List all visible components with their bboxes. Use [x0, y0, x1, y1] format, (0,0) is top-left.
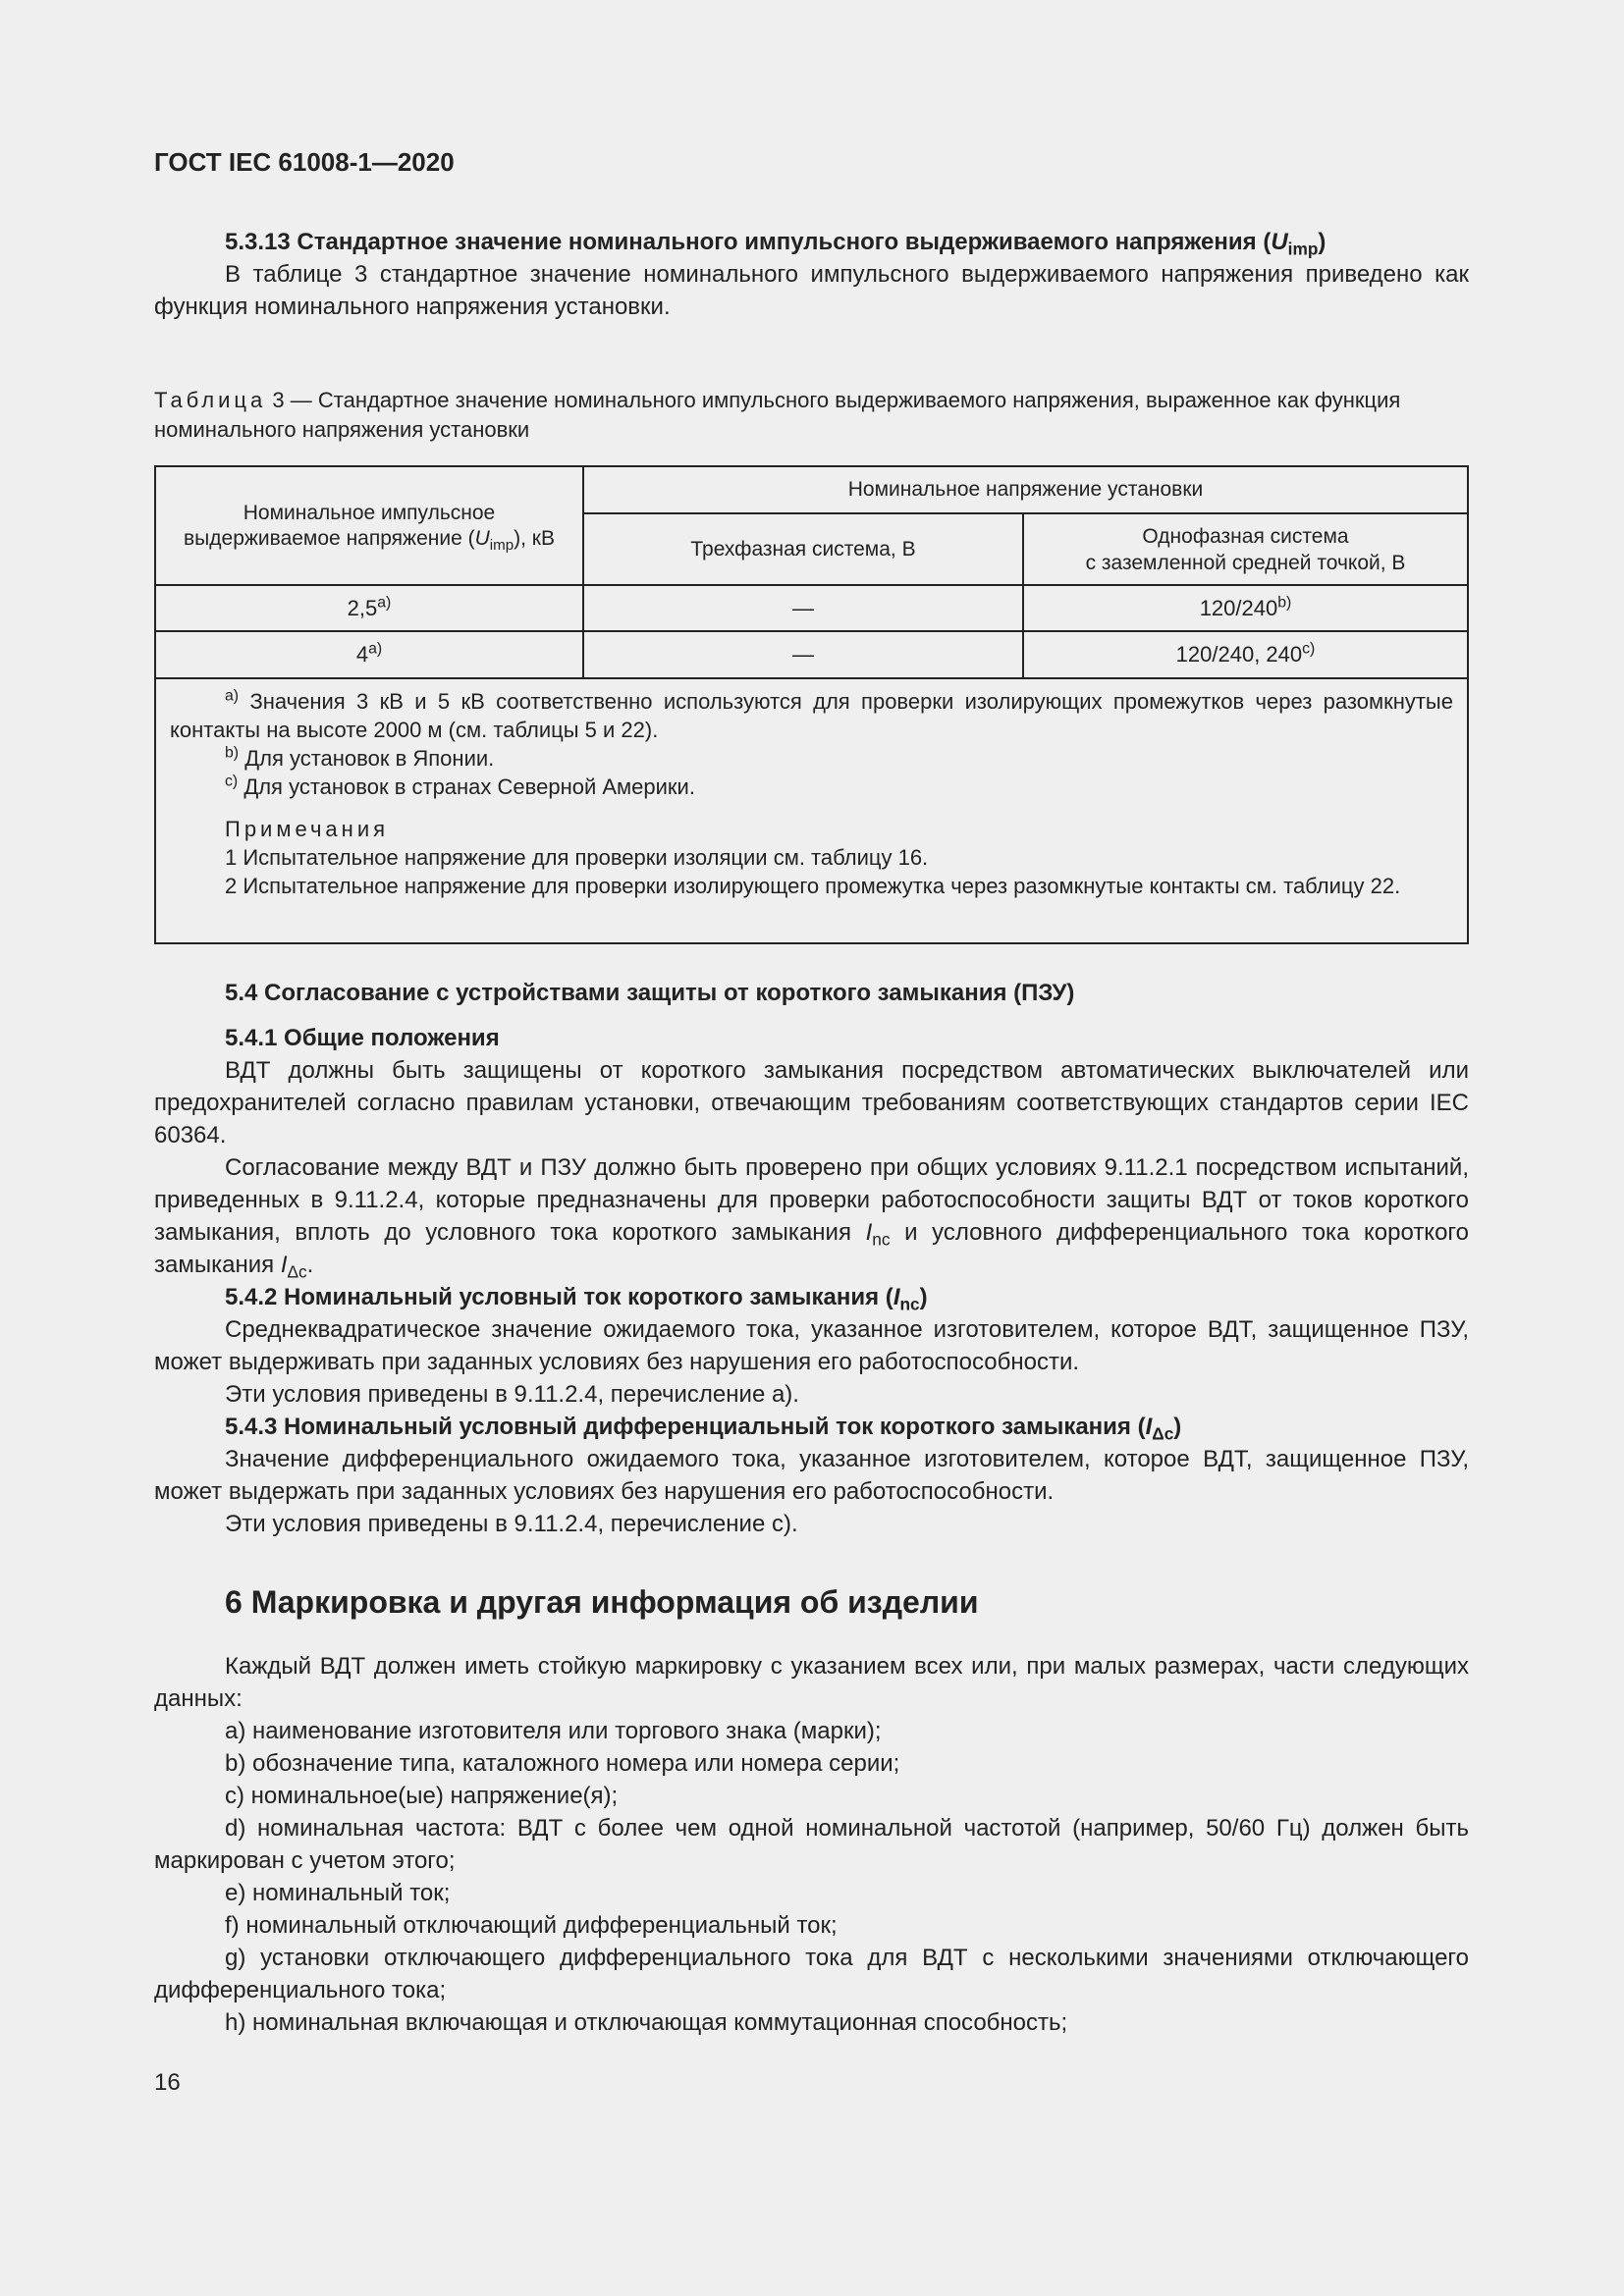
section-5-4-1-p1: ВДТ должны быть защищены от короткого замыкания посредством автоматических выключателей или предохранителей согласно правилам установки, отвечающим требованиям соответствующих стандартов серии IEC 60364.: [154, 1057, 1469, 1148]
section-6-body: [154, 1650, 1469, 2039]
cell-three-phase: —: [583, 585, 1023, 631]
section-6-title: 6 Маркировка и другая информация об изделии: [225, 1584, 979, 1620]
list-item: f) номинальный отключающий дифференциальный ток;: [225, 1912, 838, 1939]
header-col3: Однофазная система с заземленной средней точкой, В: [1023, 513, 1468, 585]
footnote-b: $^{b)}$ Для установок в Японии.: [225, 744, 495, 771]
cell-single-phase: 120/240$^{b)}$: [1023, 585, 1468, 631]
header-col2: Трехфазная система, В: [583, 513, 1023, 585]
section-5-3-13-title: 5.3.13 Стандартное значение номинального импульсного выдерживаемого напряжения $(U_{imp})$: [225, 229, 1326, 259]
document-header: ГОСТ IEC 61008-1—2020: [154, 147, 455, 177]
section-5-3-13: [154, 226, 1469, 323]
table-3-caption: Таблица 3 — Стандартное значение номинального импульсного выдерживаемого напряжения, выраженное как функция номинального напряжения установки: [154, 388, 1401, 442]
footnote-c: $^{c)}$ Для установок в странах Северной Америки.: [225, 773, 695, 799]
table-3: [154, 465, 1469, 944]
list-item: g) установки отключающего дифференциального тока для ВДТ с несколькими значениями отключающего дифференциального тока;: [154, 1945, 1469, 2003]
list-item: d) номинальная частота: ВДТ с более чем одной номинальной частотой (например, 50/60 Гц) должен быть маркирован с учетом этого;: [154, 1815, 1469, 1874]
section-5-4: [154, 977, 1469, 1540]
cell-single-phase: 120/240, 240$^{c)}$: [1023, 631, 1468, 678]
section-5-4-2-p1: Среднеквадратическое значение ожидаемого тока, указанное изготовителем, которое ВДТ, защищенное ПЗУ, может выдерживать при заданных условиях без нарушения его работоспособности.: [154, 1316, 1469, 1375]
section-5-4-title: 5.4 Согласование с устройствами защиты от короткого замыкания (ПЗУ): [225, 980, 1075, 1006]
header-col1: Номинальное импульсное выдерживаемое напряжение $(U_{imp})$, кВ: [155, 466, 583, 585]
cell-voltage: 4$^{a)}$: [155, 631, 583, 678]
list-item: а) наименование изготовителя или торгового знака (марки);: [225, 1718, 882, 1744]
section-5-4-3-p2: Эти условия приведены в 9.11.2.4, перечисление с).: [225, 1511, 798, 1537]
table-row: [155, 585, 1468, 631]
list-item: h) номинальная включающая и отключающая коммутационная способность;: [225, 2009, 1068, 2036]
list-item: b) обозначение типа, каталожного номера или номера серии;: [225, 1750, 900, 1777]
note-2: 2 Испытательное напряжение для проверки изолирующего промежутка через разомкнутые контакты см. таблицу 22.: [225, 874, 1401, 898]
section-5-3-13-body: В таблице 3 стандартное значение номинального импульсного выдерживаемого напряжения приведено как функция номинального напряжения установки.: [154, 261, 1469, 320]
list-item: с) номинальное(ые) напряжение(я);: [225, 1783, 619, 1809]
section-5-4-2-title: 5.4.2 Номинальный условный ток короткого замыкания $(I_{nc})$: [225, 1284, 928, 1314]
table-row: [155, 631, 1468, 678]
section-5-4-1-p2: Согласование между ВДТ и ПЗУ должно быть проверено при общих условиях 9.11.2.1 посредством испытаний, приведенных в 9.11.2.4, которые предназначены для проверки работоспособности защиты ВДТ от токов короткого замыкания, вплоть до условного тока короткого замыкания $I_{nc}$ и условного дифференциального тока короткого замыкания $I_{\Delta c}$.: [154, 1154, 1469, 1282]
note-1: 1 Испытательное напряжение для проверки изоляции см. таблицу 16.: [225, 845, 929, 870]
footnote-a: $^{a)}$ Значения 3 кВ и 5 кВ соответственно используются для проверки изолирующих промежутков через разомкнутые контакты на высоте 2000 м (см. таблицы 5 и 22).: [170, 687, 1453, 742]
cell-three-phase: —: [583, 631, 1023, 678]
list-item: е) номинальный ток;: [225, 1880, 451, 1906]
section-5-4-3-p1: Значение дифференциального ожидаемого тока, указанное изготовителем, которое ВДТ, защищенное ПЗУ, может выдержать при заданных условиях без нарушения его работоспособности.: [154, 1446, 1469, 1505]
section-5-4-2-p2: Эти условия приведены в 9.11.2.4, перечисление а).: [225, 1381, 799, 1408]
section-6-intro: Каждый ВДТ должен иметь стойкую маркировку с указанием всех или, при малых размерах, части следующих данных:: [154, 1653, 1469, 1712]
section-5-4-3-title: 5.4.3 Номинальный условный дифференциальный ток короткого замыкания $(I_{\Delta c})$: [225, 1414, 1182, 1444]
cell-voltage: 2,5$^{a)}$: [155, 585, 583, 631]
header-group: Номинальное напряжение установки: [583, 466, 1468, 513]
table-footnotes: [155, 678, 1468, 943]
page-number: 16: [154, 2069, 181, 2096]
section-5-4-1-title: 5.4.1 Общие положения: [225, 1025, 500, 1051]
notes-title: Примечания: [225, 817, 390, 841]
